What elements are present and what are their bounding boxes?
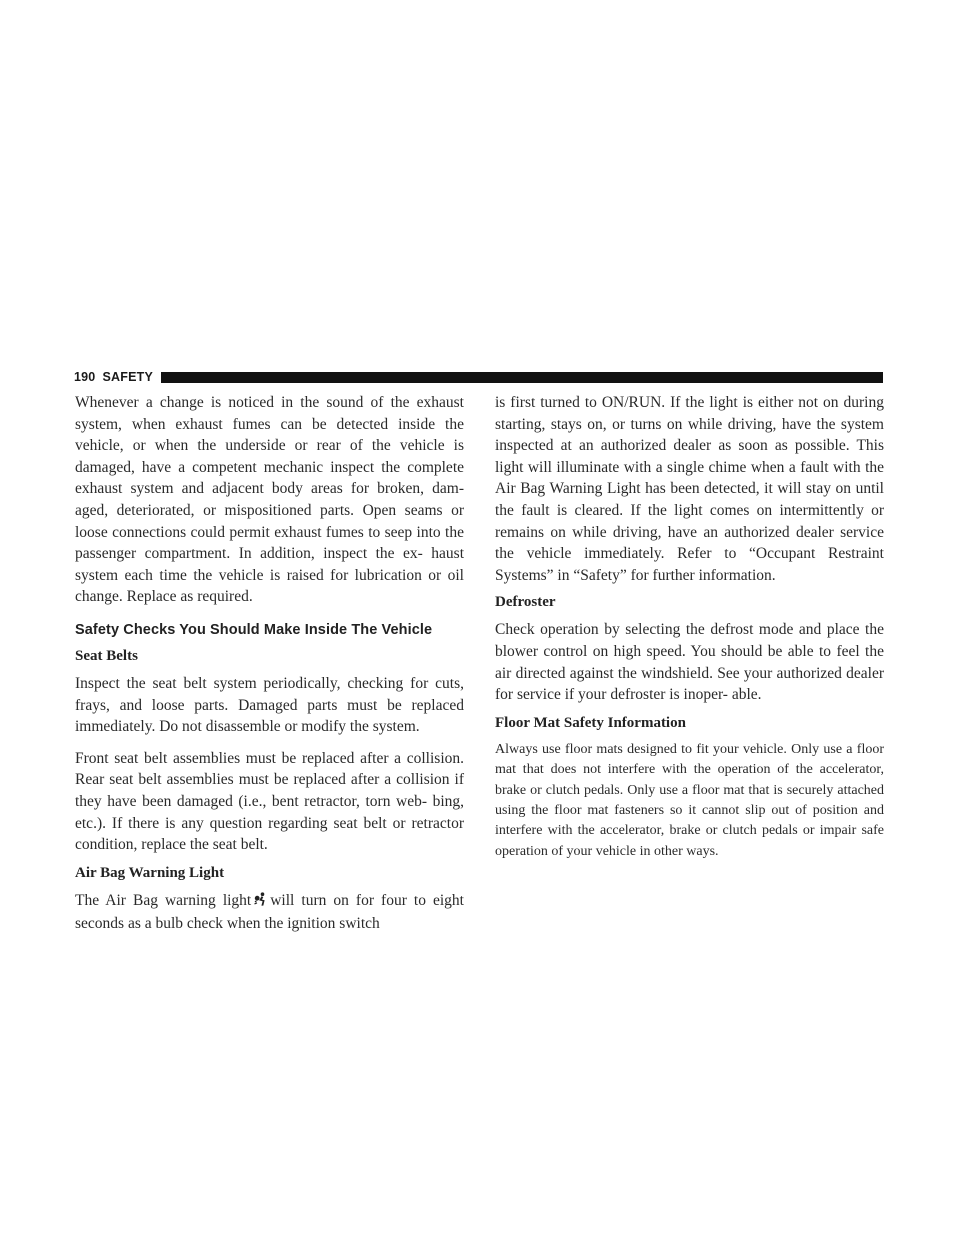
airbag-heading: Air Bag Warning Light — [75, 864, 225, 881]
exhaust-paragraph: Whenever a change is noticed in the sound of the exhaust system, when exhaust fumes can be detected inside the vehicle, or when the underside or rear of the vehicle is damaged, have a competent mechanic inspect the complete exhaust system and adjacent body areas for broken, dam- aged, deteriorated, or mispositioned parts. Open seams or loose connections could permit exhaust fumes to seep into the passenger compartment. In addition, inspect the ex- haust system each time the vehicle is raised for lubrication or oil change. Replace as required. — [75, 394, 464, 606]
header-rule — [161, 372, 883, 383]
airbag-text-before: The Air Bag warning light — [75, 891, 252, 909]
airbag-continued-paragraph: is first turned to ON/RUN. If the light is either not on during starting, stays on, or turns on while driving, have the system inspected at an authorized dealer as soon as possible. This light will illuminate with a single chime when a fault with the Air Bag Warning Light has been detected, it will stay on until the fault is cleared. If the light comes on intermittently or remains on while driving, have an authorized dealer service the vehicle immediately. Refer to “Occupant Restraint Systems” in “Safety” for further information. — [495, 394, 884, 584]
defroster-paragraph: Check operation by selecting the defrost mode and place the blower control on high speed. You should be able to feel the air directed against the windshield. See your authorized dealer for service if your defroster is inoper- able. — [495, 621, 884, 704]
airbag-warning-icon — [254, 892, 268, 914]
floor-mat-paragraph: Always use floor mats designed to fit your vehicle. Only use a floor mat that does not interfere with the operation of the accelerator, brake or clutch pedals. Only use a floor mat that is securely attached using the floor mat fasteners so it cannot slip out of position and interfere with the accelerator, brake or clutch pedals or impair safe operation of your vehicle in other ways. — [495, 741, 884, 859]
left-column — [75, 392, 464, 935]
seat-belts-paragraph-1: Inspect the seat belt system periodically, checking for cuts, frays, and loose parts. Damaged parts must be replaced immediately. Do not disassemble or modify the system. — [75, 674, 464, 736]
seat-belts-paragraph-2: Front seat belt assemblies must be replaced after a collision. Rear seat belt assemblies must be replaced after a collision if they have been damaged (i.e., bent retractor, torn web- bing, etc.). If there is any question regarding seat belt or retractor condition, replace the seat belt. — [75, 749, 464, 854]
page-number: 190 — [74, 370, 96, 384]
right-column — [495, 392, 884, 862]
floor-mat-heading: Floor Mat Safety Information — [495, 714, 686, 731]
defroster-heading: Defroster — [495, 594, 556, 611]
airbag-text-after: will turn on for four to eight seconds as a bulb check when the ignition switch — [75, 891, 464, 933]
section-title: SAFETY — [102, 370, 153, 384]
airbag-paragraph — [75, 890, 464, 935]
seat-belts-heading: Seat Belts — [75, 647, 138, 664]
page-header — [74, 369, 883, 385]
section-heading: Safety Checks You Should Make Inside The Vehicle — [75, 621, 433, 638]
